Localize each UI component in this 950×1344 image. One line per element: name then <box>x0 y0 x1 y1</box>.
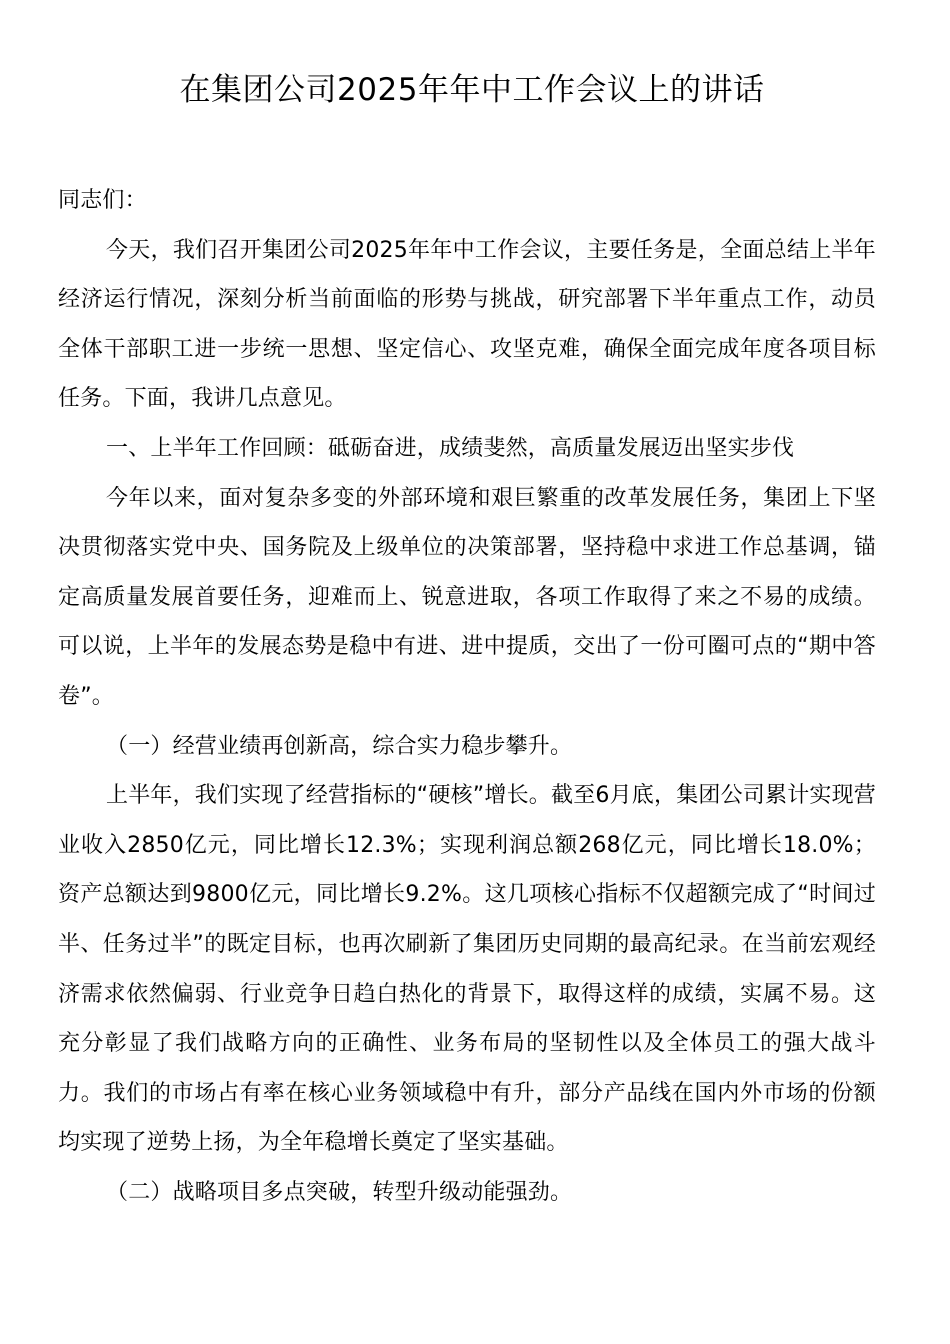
paragraph-performance: 上半年，我们实现了经营指标的“硬核”增长。截至6月底，集团公司累计实现营业收入2850亿元，同比增长12.3%；实现利润总额268亿元，同比增长18.0%；资产总额达到9800亿元，同比增长9.2%。这几项核心指标不仅超额完成了“时间过半、任务过半”的既定目标，也再次刷新了集团历史同期的最高纪录。在当前宏观经济需求依然偏弱、行业竞争日趋白热化的背景下，取得这样的成绩，实属不易。这充分彰显了我们战略方向的正确性、业务布局的坚韧性以及全体员工的强大战斗力。我们的市场占有率在核心业务领域稳中有升，部分产品线在国内外市场的份额均实现了逆势上扬，为全年稳增长奠定了坚实基础。 <box>58 783 876 1156</box>
greeting: 同志们： <box>58 188 147 213</box>
document-title: 在集团公司2025年年中工作会议上的讲话 <box>179 72 765 108</box>
paragraph-review: 今年以来，面对复杂多变的外部环境和艰巨繁重的改革发展任务，集团上下坚决贯彻落实党中央、国务院及上级单位的决策部署，坚持稳中求进工作总基调，锚定高质量发展首要任务，迎难而上、锐意进取，各项工作取得了来之不易的成绩。可以说，上半年的发展态势是稳中有进、进中提质，交出了一份可圈可点的“期中答卷”。 <box>58 485 876 709</box>
subheading-2: （二）战略项目多点突破，转型升级动能强劲。 <box>106 1179 573 1205</box>
paragraph-opening: 今天，我们召开集团公司2025年年中工作会议，主要任务是，全面总结上半年经济运行情况，深刻分析当前面临的形势与挑战，研究部署下半年重点工作，动员全体干部职工进一步统一思想、坚定信心、攻坚克难，确保全面完成年度各项目标任务。下面，我讲几点意见。 <box>58 237 876 412</box>
subheading-1: （一）经营业绩再创新高，综合实力稳步攀升。 <box>106 733 573 759</box>
section-heading-1: 一、上半年工作回顾：砥砺奋进，成绩斐然，高质量发展迈出坚实步伐 <box>106 435 795 461</box>
